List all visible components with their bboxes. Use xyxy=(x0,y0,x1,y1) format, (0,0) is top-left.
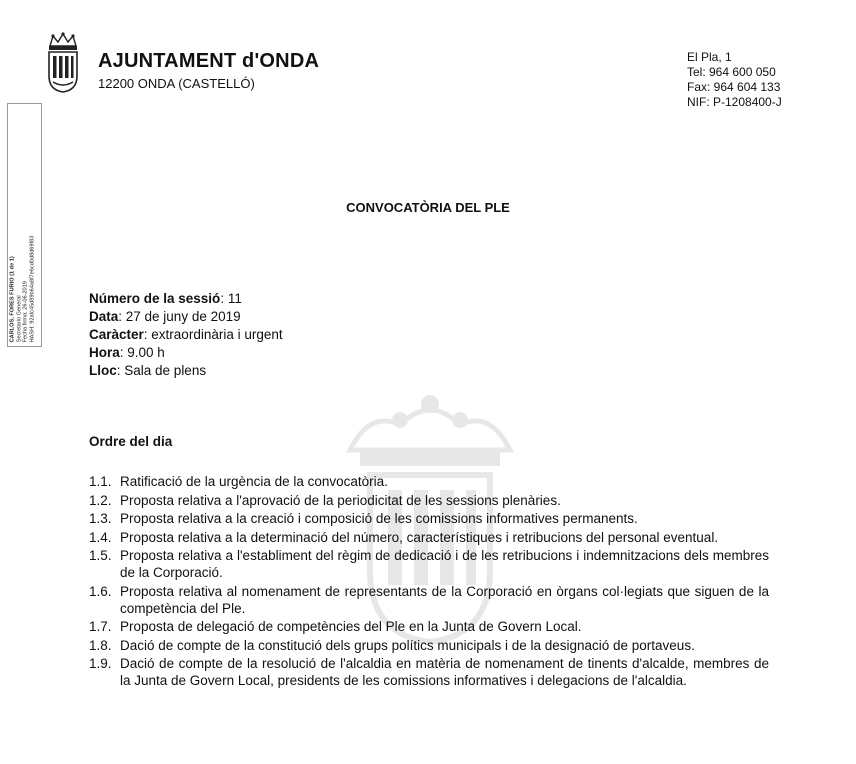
agenda-item-number: 1.4. xyxy=(89,529,112,545)
contact-nif: NIF: P-1208400-J xyxy=(687,95,782,109)
signature-date: Fecha firma: 26-06-2019 xyxy=(22,280,29,342)
agenda-item xyxy=(89,492,769,509)
contact-fax: Fax: 964 604 133 xyxy=(687,80,781,94)
signature-signer: CARLOS, FORES FURIO (1 de 1) xyxy=(9,255,16,342)
agenda-item-number: 1.6. xyxy=(89,583,112,599)
session-number-label: Número de la sessió xyxy=(89,291,221,306)
agenda-item xyxy=(89,637,769,654)
agenda-item xyxy=(89,510,769,527)
contact-phone: Tel: 964 600 050 xyxy=(687,65,776,79)
agenda-item xyxy=(89,547,769,581)
signature-hash: HASH: 92afc45d89b64a8f7e6cd0d8d69f83 xyxy=(29,235,36,342)
session-details xyxy=(89,290,283,380)
agenda-item xyxy=(89,655,769,689)
agenda-item-text: Dació de compte de la resolució de l'alcaldia en matèria de nomenament de tinents d'alcalde, membres de la Junta de Govern Local, presidents de les comissions informatives i delegacions de l'alcaldia. xyxy=(120,656,769,688)
agenda-item xyxy=(89,618,769,635)
session-number xyxy=(89,290,283,308)
contact-block xyxy=(687,50,782,110)
session-place-label: Lloc xyxy=(89,363,117,378)
session-date xyxy=(89,308,283,326)
electronic-signature-box xyxy=(7,103,42,347)
agenda-item-number: 1.9. xyxy=(89,656,112,671)
agenda-item xyxy=(89,473,769,490)
session-character-label: Caràcter xyxy=(89,327,144,342)
session-date-label: Data xyxy=(89,309,119,324)
signature-role: Secretario General xyxy=(16,295,23,342)
agenda-item-number: 1.2. xyxy=(89,492,112,508)
agenda-item xyxy=(89,583,769,617)
agenda-list xyxy=(89,473,769,691)
agenda-item-number: 1.3. xyxy=(89,511,112,526)
agenda-item-text: Proposta relativa a la determinació del número, característiques i retribucions del personal eventual. xyxy=(120,529,719,545)
session-number-value: : 11 xyxy=(220,291,242,306)
agenda-item-text: Proposta relativa a l'aprovació de la periodicitat de les sessions plenàries. xyxy=(120,492,561,508)
agenda-item-text: Ratificació de la urgència de la convocatòria. xyxy=(120,474,388,489)
agenda-item-number: 1.5. xyxy=(89,548,112,563)
agenda-item-number: 1.7. xyxy=(89,619,112,634)
agenda-item-text: Dació de compte de la constitució dels grups polítics municipals i de la designació de portaveus. xyxy=(120,637,695,653)
agenda-item-text: Proposta relativa a la creació i composició de les comissions informatives permanents. xyxy=(120,511,638,526)
coat-of-arms-logo xyxy=(44,32,82,94)
session-character xyxy=(89,326,283,344)
signature-text xyxy=(10,106,36,342)
session-time-label: Hora xyxy=(89,345,120,360)
agenda-item-number: 1.1. xyxy=(89,474,112,489)
agenda-item xyxy=(89,529,769,546)
agenda-item-text: Proposta relativa a l'establiment del règim de dedicació i de les retribucions i indemnitzacions dels membres de la Corporació. xyxy=(120,548,769,580)
session-place-value: : Sala de plens xyxy=(116,363,207,378)
agenda-item-text: Proposta de delegació de competències del Ple en la Junta de Govern Local. xyxy=(120,619,582,634)
session-time-value: : 9.00 h xyxy=(119,345,165,360)
session-character-value: : extraordinària i urgent xyxy=(143,327,283,342)
organization-city: 12200 ONDA (CASTELLÓ) xyxy=(98,76,255,91)
organization-name: AJUNTAMENT d'ONDA xyxy=(98,50,320,72)
document-title: CONVOCATÒRIA DEL PLE xyxy=(346,200,510,215)
session-date-value: : 27 de juny de 2019 xyxy=(118,309,241,324)
contact-address: El Pla, 1 xyxy=(687,50,732,64)
session-place xyxy=(89,362,283,380)
session-time xyxy=(89,344,283,362)
agenda-item-number: 1.8. xyxy=(89,637,112,653)
agenda-title: Ordre del dia xyxy=(89,434,173,449)
agenda-item-text: Proposta relativa al nomenament de representants de la Corporació en òrgans col·legiats que siguen de la competència del Ple. xyxy=(120,583,769,616)
